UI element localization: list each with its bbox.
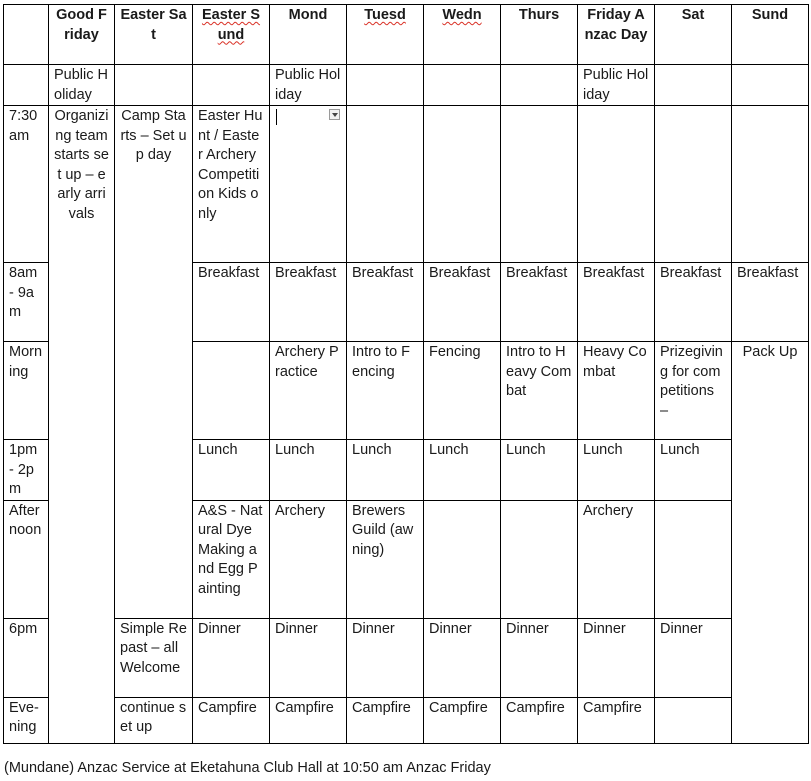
dinner-cell: Dinner bbox=[193, 618, 270, 697]
footer-note: (Mundane) Anzac Service at Eketahuna Club Hall at 10:50 am Anzac Friday bbox=[4, 760, 491, 776]
breakfast-cell: Breakfast bbox=[347, 263, 424, 342]
mond-holiday: Public Holiday bbox=[270, 65, 347, 106]
time-breakfast: 8am - 9am bbox=[4, 263, 49, 342]
header-anzac: Friday Anzac Day bbox=[578, 5, 655, 65]
dinner-cell: Dinner bbox=[578, 618, 655, 697]
header-good-friday: Good Friday bbox=[49, 5, 115, 65]
time-morning: Morning bbox=[4, 342, 49, 440]
dinner-cell: Dinner bbox=[347, 618, 424, 697]
empty-cell bbox=[193, 65, 270, 106]
empty-cell bbox=[424, 106, 501, 263]
evening-row bbox=[4, 697, 809, 743]
breakfast-cell: Breakfast bbox=[501, 263, 578, 342]
empty-cell bbox=[655, 697, 732, 743]
campfire-cell: Campfire bbox=[270, 697, 347, 743]
time-cell-empty bbox=[4, 65, 49, 106]
campfire-cell: Campfire bbox=[347, 697, 424, 743]
empty-cell bbox=[115, 65, 193, 106]
header-wedn-label: Wedn bbox=[442, 7, 482, 23]
schedule-table bbox=[3, 4, 809, 744]
header-tuesd bbox=[347, 5, 424, 65]
campfire-cell: Campfire bbox=[424, 697, 501, 743]
header-row bbox=[4, 5, 809, 65]
breakfast-cell: Breakfast bbox=[424, 263, 501, 342]
breakfast-cell: Breakfast bbox=[655, 263, 732, 342]
breakfast-cell: Breakfast bbox=[578, 263, 655, 342]
empty-cell bbox=[501, 106, 578, 263]
easter-sund-afternoon: A&S - Natural Dye Making and Egg Painting bbox=[193, 500, 270, 618]
sund-pack-up: Pack Up bbox=[732, 342, 809, 744]
header-sund: Sund bbox=[732, 5, 809, 65]
holiday-row bbox=[4, 65, 809, 106]
breakfast-cell: Breakfast bbox=[193, 263, 270, 342]
good-friday-block: Organizing team starts set up – early arrivals bbox=[49, 106, 115, 744]
lunch-cell: Lunch bbox=[193, 440, 270, 501]
header-time bbox=[4, 5, 49, 65]
time-lunch: 1pm - 2pm bbox=[4, 440, 49, 501]
header-thurs: Thurs bbox=[501, 5, 578, 65]
dropdown-arrow-icon[interactable] bbox=[329, 109, 340, 120]
dinner-row bbox=[4, 618, 809, 697]
header-wedn bbox=[424, 5, 501, 65]
anzac-morning: Heavy Combat bbox=[578, 342, 655, 440]
anzac-holiday: Public Holiday bbox=[578, 65, 655, 106]
easter-sat-repast: Simple Repast – all Welcome bbox=[115, 618, 193, 697]
empty-cell bbox=[424, 65, 501, 106]
header-tuesd-label: Tuesd bbox=[364, 7, 406, 23]
breakfast-cell: Breakfast bbox=[270, 263, 347, 342]
tuesd-morning: Intro to Fencing bbox=[347, 342, 424, 440]
header-easter-sat: Easter Sat bbox=[115, 5, 193, 65]
sat-morning: Prizegiving for competitions – bbox=[655, 342, 732, 440]
header-easter-sund-label: Easter Sund bbox=[201, 7, 261, 43]
empty-cell bbox=[655, 500, 732, 618]
empty-cell bbox=[347, 65, 424, 106]
empty-cell bbox=[501, 65, 578, 106]
header-mond: Mond bbox=[270, 5, 347, 65]
mond-afternoon: Archery bbox=[270, 500, 347, 618]
easter-sund-730: Easter Hunt / Easter Archery Competition Kids only bbox=[193, 106, 270, 263]
time-730: 7:30 am bbox=[4, 106, 49, 263]
empty-cell bbox=[424, 500, 501, 618]
dinner-cell: Dinner bbox=[655, 618, 732, 697]
time-evening: Eve-ning bbox=[4, 697, 49, 743]
tuesd-afternoon: Brewers Guild (awning) bbox=[347, 500, 424, 618]
mond-730-cell[interactable] bbox=[270, 106, 347, 263]
lunch-cell: Lunch bbox=[501, 440, 578, 501]
empty-cell bbox=[655, 65, 732, 106]
dinner-cell: Dinner bbox=[501, 618, 578, 697]
lunch-cell: Lunch bbox=[424, 440, 501, 501]
dinner-cell: Dinner bbox=[424, 618, 501, 697]
campfire-cell: Campfire bbox=[193, 697, 270, 743]
lunch-cell: Lunch bbox=[347, 440, 424, 501]
empty-cell bbox=[193, 342, 270, 440]
mond-morning: Archery Practice bbox=[270, 342, 347, 440]
empty-cell bbox=[655, 106, 732, 263]
easter-sat-evening: continue set up bbox=[115, 697, 193, 743]
header-easter-sund bbox=[193, 5, 270, 65]
empty-cell bbox=[578, 106, 655, 263]
empty-cell bbox=[347, 106, 424, 263]
campfire-cell: Campfire bbox=[578, 697, 655, 743]
text-cursor bbox=[276, 109, 277, 125]
anzac-afternoon: Archery bbox=[578, 500, 655, 618]
good-friday-holiday: Public Holiday bbox=[49, 65, 115, 106]
lunch-cell: Lunch bbox=[578, 440, 655, 501]
empty-cell bbox=[501, 500, 578, 618]
empty-cell bbox=[732, 65, 809, 106]
dinner-cell: Dinner bbox=[270, 618, 347, 697]
time-6pm: 6pm bbox=[4, 618, 49, 697]
row-730 bbox=[4, 106, 809, 263]
wedn-morning: Fencing bbox=[424, 342, 501, 440]
lunch-cell: Lunch bbox=[270, 440, 347, 501]
campfire-cell: Campfire bbox=[501, 697, 578, 743]
time-afternoon: Afternoon bbox=[4, 500, 49, 618]
empty-cell bbox=[732, 106, 809, 263]
lunch-cell: Lunch bbox=[655, 440, 732, 501]
thurs-morning: Intro to Heavy Combat bbox=[501, 342, 578, 440]
header-sat: Sat bbox=[655, 5, 732, 65]
easter-sat-block: Camp Starts – Set up day bbox=[115, 106, 193, 619]
breakfast-cell: Breakfast bbox=[732, 263, 809, 342]
